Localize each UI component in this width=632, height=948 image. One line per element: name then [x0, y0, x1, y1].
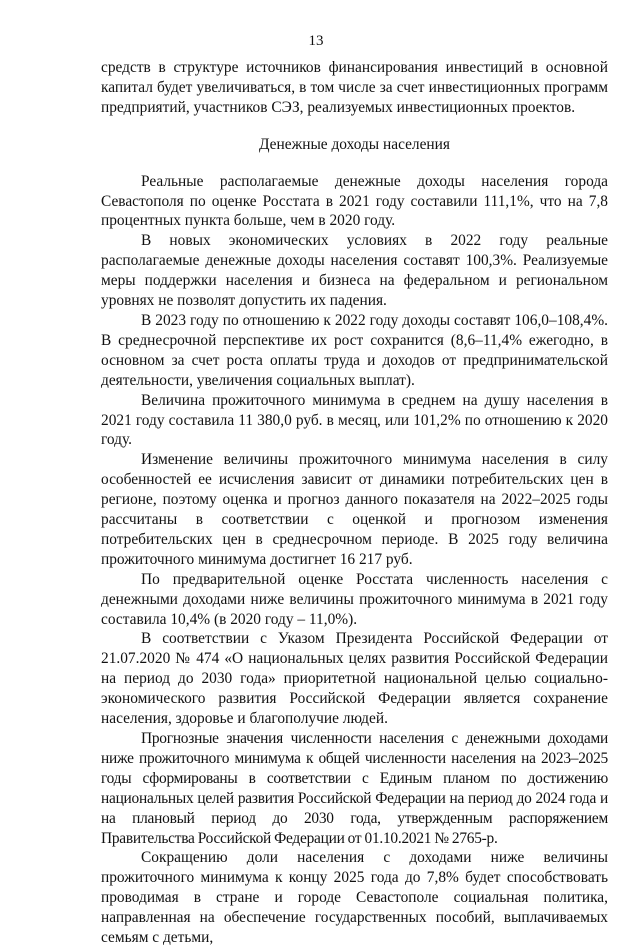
- paragraph-2023-income: В 2023 году по отношению к 2022 году доходы составят 106,0–108,4%. В среднесрочной перспективе их рост сохранится (8,6–11,4% ежегодно, в основном за счет роста оплаты труда и доходов от предпринимательской деятельности, увеличения социальных выплат).: [101, 311, 608, 389]
- paragraph-presidential-decree: В соответствии с Указом Президента Российской Федерации от 21.07.2020 № 474 «О национальных целях развития Российской Федерации на период до 2030 года» приоритетной национальной целью социально-экономического развития Российской Федерации является сохранение населения, здоровье и благополучие людей.: [101, 630, 608, 728]
- paragraph-minimum-change: Изменение величины прожиточного минимума населения в силу особенностей ее исчисления зависит от динамики потребительских цен в регионе, поэтому оценка и прогноз данного показателя на 2022–2025 годы рассчитаны в соответствии с оценкой и прогнозом изменения потребительских цен в среднесрочном периоде. В 2025 году величина прожиточного минимума достигнет 16 217 руб.: [101, 451, 608, 568]
- paragraph-rosstat-estimate: По предварительной оценке Росстата численность населения с денежными доходами ниже величины прожиточного минимума в 2021 году составила 10,4% (в 2020 году – 11,0%).: [101, 570, 608, 628]
- paragraph-forecast-values: Прогнозные значения численности населения с денежными доходами ниже прожиточного минимума к общей численности населения на 2023–2025 годы сформированы в соответствии с Единым планом по достижению национальных целей развития Российской Федерации на период до 2024 года и на плановый период до 2030 года, утвержденным распоряжением Правительства Российской Федерации от 01.10.2021 № 2765-р.: [101, 730, 608, 847]
- paragraph-poverty-reduction: Сокращению доли населения с доходами ниже величины прожиточного минимума к концу 2025 года до 7,8% будет способствовать проводимая в стране и городе Севастополе социальная политика, направленная на обеспечение государственных пособий, выплачиваемых семьям с детьми,: [101, 849, 608, 947]
- paragraph-continuation: средств в структуре источников финансирования инвестиций в основной капитал будет увеличиваться, в том числе за счет инвестиционных программ предприятий, участников СЭЗ, реализуемых инвестиционных проектов.: [101, 59, 608, 116]
- paragraph-2022-income: В новых экономических условиях в 2022 году реальные располагаемые денежные доходы населения составят 100,3%. Реализуемые меры поддержки населения и бизнеса на федеральном и региональном уровнях не позволят допустить их падения.: [101, 232, 608, 310]
- paragraph-real-income: Реальные располагаемые денежные доходы населения города Севастополя по оценке Росстата в 2021 году составили 111,1%, что на 7,8 процентных пункта больше, чем в 2020 году.: [101, 172, 608, 230]
- document-body: [101, 58, 608, 948]
- page-number: 13: [308, 33, 324, 49]
- paragraph-subsistence-minimum: Величина прожиточного минимума в среднем на душу населения в 2021 году составила 11 380,0 руб. в месяц, или 101,2% по отношению к 2020 году.: [101, 391, 608, 449]
- section-heading: Денежные доходы населения: [259, 135, 450, 153]
